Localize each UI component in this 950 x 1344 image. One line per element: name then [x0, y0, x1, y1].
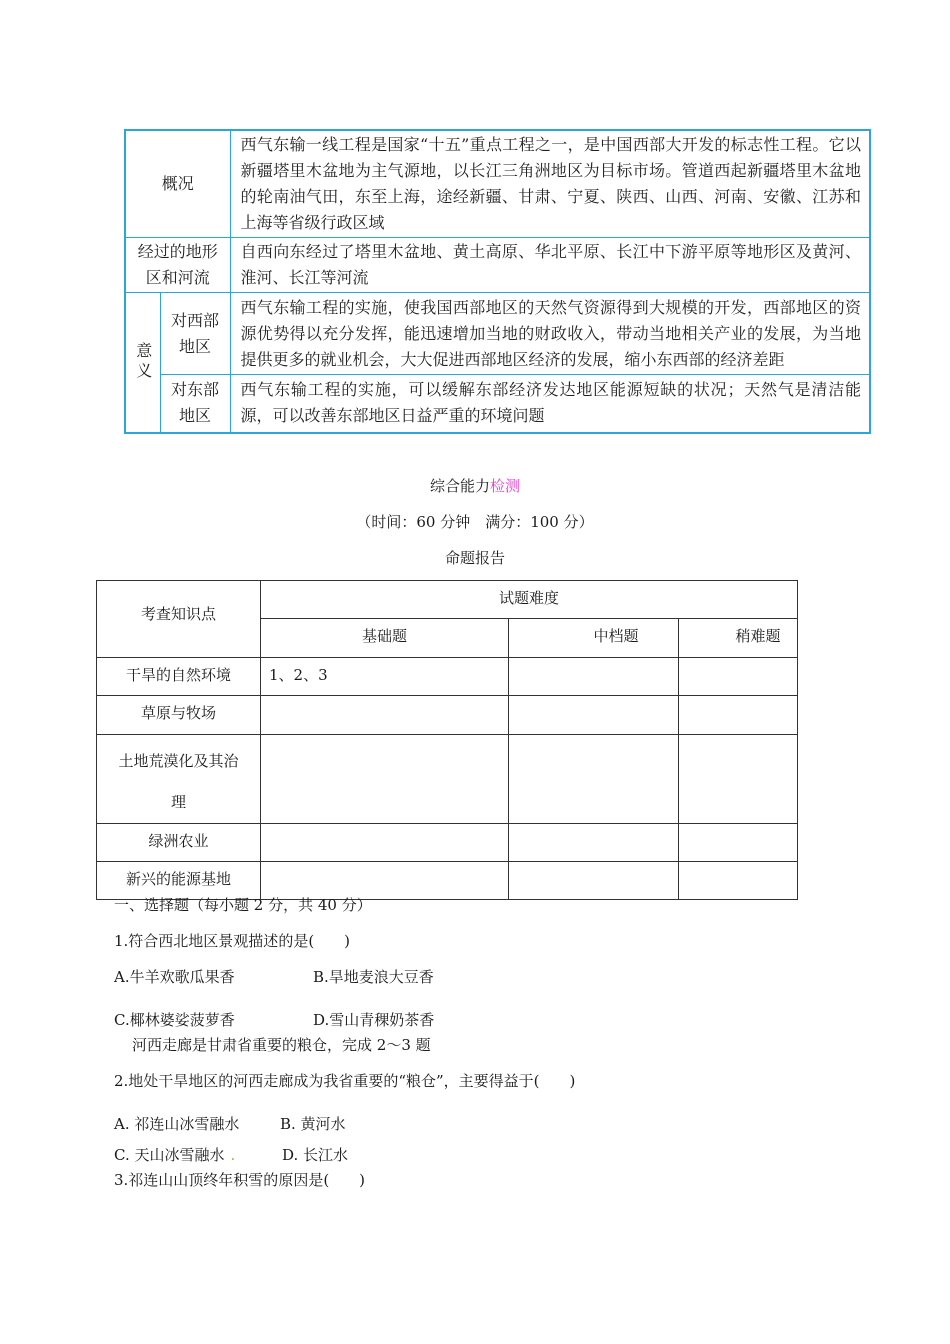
time-info: （时间：60 分钟 满分：100 分）: [356, 513, 594, 531]
difficulty-header: 试题难度: [261, 581, 798, 619]
topic-line-2: 理: [170, 793, 186, 811]
medium-cell: [509, 658, 679, 696]
hard-cell: [679, 658, 798, 696]
hard-cell: [679, 696, 798, 735]
topic-cell: 草原与牧场: [97, 696, 261, 735]
row-label-overview: 概况: [125, 130, 230, 238]
table-row: [97, 658, 798, 696]
q2-option-b: B. 黄河水: [280, 1115, 346, 1133]
medium-cell: [509, 824, 679, 862]
overview-text: 西气东输一线工程是国家“十五”重点工程之一，是中国西部大开发的标志性工程。它以新疆塔里木盆地为主气源地，以长江三角洲地区为目标市场。管道西起新疆塔里木盆地的轮南油气田，东至上海，途经新疆、甘肃、宁夏、陕西、山西、河南、安徽、江苏和上海等省级行政区域: [230, 130, 870, 238]
row-label-west: 对西部地区: [160, 293, 230, 375]
basic-cell: [261, 824, 509, 862]
q1-option-c: C.椰林婆娑菠萝香: [114, 1011, 235, 1029]
choice-section-title: 一、选择题（每小题 2 分，共 40 分）: [114, 896, 372, 914]
summary-table: [124, 129, 871, 434]
west-text: 西气东输工程的实施，使我国西部地区的天然气资源得到大规模的开发，西部地区的资源优势得以充分发挥，能迅速增加当地的财政收入，带动当地相关产业的发展，为当地提供更多的就业机会，大大促进西部地区经济的发展，缩小东西部的经济差距: [230, 293, 870, 375]
q2-option-a: A. 祁连山冰雪融水: [114, 1115, 240, 1133]
hard-cell: [679, 824, 798, 862]
q2-option-d: D. 长江水: [282, 1146, 349, 1164]
medium-cell: [509, 735, 679, 824]
medium-cell: [509, 696, 679, 735]
basic-cell: 1、2、3: [261, 658, 509, 696]
report-title: 命题报告: [444, 549, 505, 567]
q2-option-c-text: C. 天山冰雪融水: [114, 1146, 225, 1164]
knowledge-header: 考查知识点: [97, 581, 261, 658]
topic-cell: 干旱的自然环境: [97, 658, 261, 696]
q1-option-d: D.雪山青稞奶茶香: [313, 1011, 435, 1029]
hard-cell: [679, 735, 798, 824]
group-intro: 河西走廊是甘肃省重要的粮仓，完成 2～3 题: [132, 1036, 431, 1054]
topic-cell: 新兴的能源基地: [97, 862, 261, 900]
level-medium-header: 中档题: [509, 619, 679, 658]
q1-stem: 1.符合西北地区景观描述的是( ): [114, 932, 351, 950]
topic-line-1: 土地荒漠化及其治: [118, 752, 239, 770]
basic-cell: [261, 696, 509, 735]
terrain-text: 自西向东经过了塔里木盆地、黄土高原、华北平原、长江中下游平原等地形区及黄河、淮河、长江等河流: [230, 238, 870, 293]
q2-mark: .: [230, 1146, 236, 1164]
table-row: [97, 696, 798, 735]
row-label-east: 对东部地区: [160, 375, 230, 433]
table-row: [97, 735, 798, 824]
table-row: [97, 824, 798, 862]
row-label-terrain: 经过的地形区和河流: [125, 238, 230, 293]
q2-option-c: [114, 1144, 235, 1165]
report-table: [96, 580, 798, 900]
medium-cell: [509, 862, 679, 900]
topic-cell: [97, 735, 261, 824]
east-text: 西气东输工程的实施，可以缓解东部经济发达地区能源短缺的状况；天然气是清洁能源，可以改善东部地区日益严重的环境问题: [230, 375, 870, 433]
section-title-highlight: 检测: [490, 477, 521, 495]
basic-cell: [261, 735, 509, 824]
section-title-main: 综合能力: [429, 477, 490, 495]
level-hard-header: 稍难题: [679, 619, 798, 658]
section-title: [0, 475, 950, 496]
hard-cell: [679, 862, 798, 900]
significance-label: 意义: [133, 342, 153, 383]
topic-cell: 绿洲农业: [97, 824, 261, 862]
q3-stem: 3.祁连山山顶终年积雪的原因是( ): [114, 1171, 366, 1189]
q1-option-a: A.牛羊欢歌瓜果香: [114, 968, 235, 986]
level-basic-header: 基础题: [261, 619, 509, 658]
q2-stem: 2.地处干旱地区的河西走廊成为我省重要的“粮仓”，主要得益于( ): [114, 1072, 576, 1090]
significance-label-cell: [125, 293, 160, 433]
q1-option-b: B.旱地麦浪大豆香: [313, 968, 434, 986]
